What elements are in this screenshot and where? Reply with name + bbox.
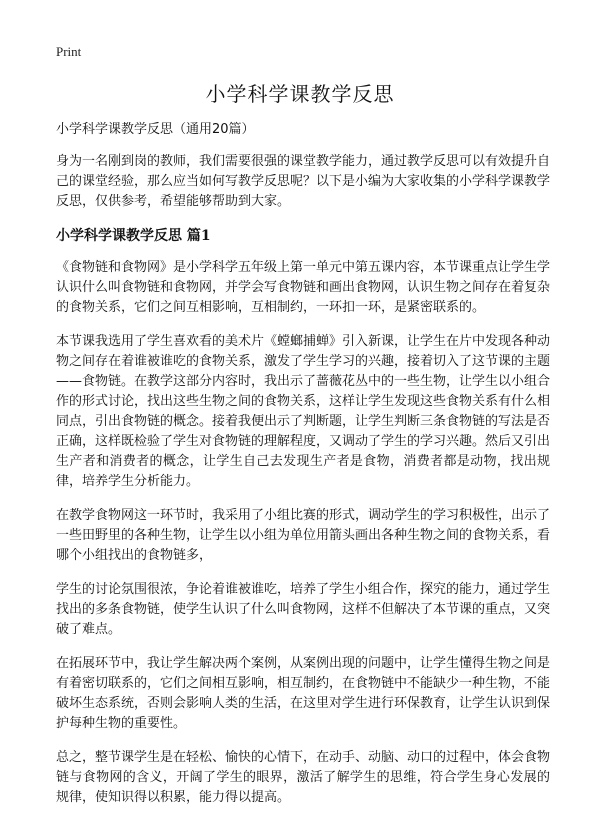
print-link[interactable]: Print [56,44,82,59]
body-paragraph-4: 学生的讨论氛围很浓，争论着谁被谁吃，培养了学生小组合作，探究的能力，通过学生找出的多条食物链，使学生认识了什么叫食物网，这样不但解决了本节课的重点，又突破了难点。 [56,582,551,637]
section-heading: 小学科学课教学反思 篇1 [56,228,211,244]
body-paragraph-3: 在教学食物网这一环节时，我采用了小组比赛的形式，调动学生的学习积极性，出示了一些田野里的各种生物，让学生以小组为单位用箭头画出各种生物之间的食物关系，看哪个小组找出的食物链多， [56,508,551,563]
body-paragraph-2: 本节课我选用了学生喜欢看的美术片《螳螂捕蝉》引入新课，让学生在片中发现各种动物之间存在着谁被谁吃的食物关系，激发了学生学习的兴趣，接着切入了这节课的主题——食物链。在教学这部分内容时，我出示了蔷薇花丛中的一些生物，让学生以小组合作的形式讨论，找出这些生物之间的食物关系，这样让学生发现这些食物关系有什么相同点，引出食物链的概念。接着我便出示了判断题，让学生判断三条食物链的写法是否正确，这样既检验了学生对食物链的理解程度，又调动了学生的学习兴趣。然后又引出生产者和消费者的概念，让学生自己去发现生产者是食物，消费者都是动物，找出规律，培养学生分析能力。 [56,334,551,489]
document-subtitle: 小学科学课教学反思（通用20篇） [56,122,255,137]
intro-paragraph: 身为一名刚到岗的教师，我们需要很强的课堂教学能力，通过教学反思可以有效提升自己的课堂经验，那么应当如何写教学反思呢？以下是小编为大家收集的小学科学课教学反思，仅供参考，希望能够帮助到大家。 [56,154,551,209]
body-paragraph-1: 《食物链和食物网》是小学科学五年级上第一单元中第五课内容，本节课重点让学生学认识什么叫食物链和食物网，并学会写食物链和画出食物网，认识生物之间存在着复杂的食物关系，它们之间互相影响，互相制约，一环扣一环，是紧密联系的。 [56,260,551,315]
document-title: 小学科学课教学反思 [205,82,395,106]
document-body [56,120,550,822]
body-paragraph-6: 总之，整节课学生是在轻松、愉快的心情下，在动手、动脑、动口的过程中，体会食物链与食物网的含义，开阔了学生的眼界，激活了解学生的思维，符合学生身心发展的 规律，使知识得以积累，能力得以提高。 [56,750,551,805]
body-paragraph-5: 在拓展环节中，我让学生解决两个案例，从案例出现的问题中，让学生懂得生物之间是有着密切联系的，它们之间相互影响，相互制约，在食物链中不能缺少一种生物，不能破坏生态系统，否则会影响人类的生活，在这里对学生进行环保教育，让学生认识到保护每种生物的重要性。 [56,656,551,731]
